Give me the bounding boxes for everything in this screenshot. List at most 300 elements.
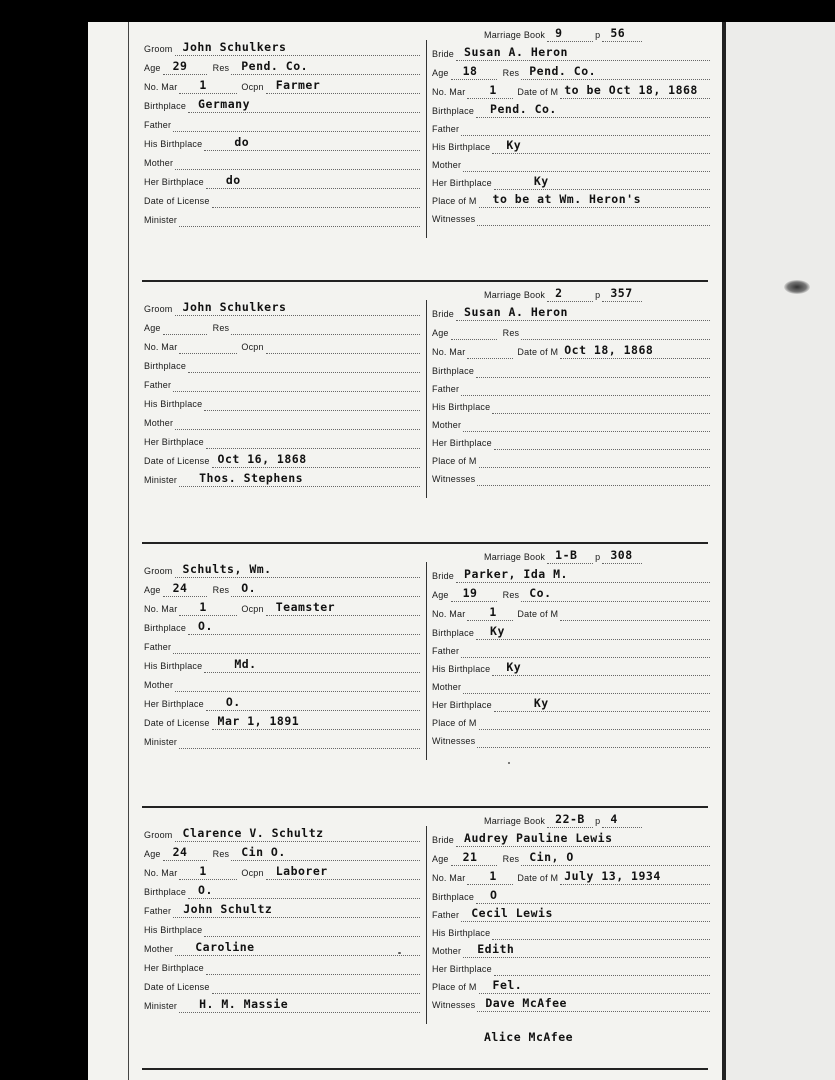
form-row xyxy=(432,904,710,922)
minister-line xyxy=(179,999,420,1013)
bride-age-value: 19 xyxy=(462,586,478,600)
his-birthplace-line xyxy=(204,137,420,151)
res-value: Pend. Co. xyxy=(241,59,309,73)
form-row xyxy=(432,450,710,468)
page-label: p xyxy=(595,30,601,40)
her-birthplace-label: Her Birthplace xyxy=(144,963,204,973)
ocpn-label: Ocpn xyxy=(241,82,264,92)
form-row xyxy=(432,303,710,321)
bride-no-mar-line xyxy=(467,345,513,359)
bride-father-value: Cecil Lewis xyxy=(471,906,553,920)
bride-age-line xyxy=(451,66,497,80)
date-of-marriage-value: July 13, 1934 xyxy=(564,869,661,883)
form-row xyxy=(144,655,420,673)
page-edge xyxy=(722,22,726,1080)
age-line xyxy=(163,321,207,335)
form-row xyxy=(144,579,420,597)
minister-value: Thos. Stephens xyxy=(199,471,304,485)
mother-line xyxy=(175,156,420,170)
witnesses-value: Dave McAfee xyxy=(485,996,567,1010)
bride-her-birthplace-label: Her Birthplace xyxy=(432,700,492,710)
age-value: 29 xyxy=(172,59,188,73)
scan-speck xyxy=(398,952,401,954)
ocpn-label: Ocpn xyxy=(241,868,264,878)
age-line xyxy=(163,847,207,861)
form-row xyxy=(144,469,420,487)
birthplace-label: Birthplace xyxy=(144,361,187,371)
form-row xyxy=(432,341,710,359)
bride-age-value: 21 xyxy=(462,850,478,864)
res-line xyxy=(231,321,420,335)
form-row xyxy=(144,298,420,316)
form-row xyxy=(432,976,710,994)
form-row xyxy=(432,940,710,958)
form-row xyxy=(144,995,420,1013)
form-row xyxy=(432,396,710,414)
bride-no-mar-label: No. Mar xyxy=(432,87,466,97)
no-mar-label: No. Mar xyxy=(144,604,178,614)
father-line xyxy=(173,904,420,918)
groom-label: Groom xyxy=(144,566,173,576)
form-row xyxy=(144,412,420,430)
form-row xyxy=(144,355,420,373)
bride-mother-label: Mother xyxy=(432,420,462,430)
form-row xyxy=(144,617,420,635)
form-row xyxy=(144,976,420,994)
card-divider xyxy=(142,806,708,808)
page-number-value: 4 xyxy=(610,812,618,826)
date-of-license-label: Date of License xyxy=(144,718,210,728)
bride-father-label: Father xyxy=(432,124,460,134)
father-label: Father xyxy=(144,906,172,916)
book-number-line xyxy=(547,550,593,564)
marriage-record-card xyxy=(88,548,722,798)
witnesses-label: Witnesses xyxy=(432,1000,476,1010)
bride-mother-value: Edith xyxy=(477,942,515,956)
ocpn-value: Teamster xyxy=(275,600,336,614)
bride-res-label: Res xyxy=(502,328,520,338)
form-row xyxy=(432,712,710,730)
bride-mother-label: Mother xyxy=(432,682,462,692)
birthplace-line xyxy=(188,99,420,113)
age-line xyxy=(163,61,207,75)
witnesses-line xyxy=(477,734,710,748)
form-row xyxy=(144,938,420,956)
bride-father-line xyxy=(461,644,710,658)
column-separator xyxy=(426,300,427,498)
his-birthplace-value: do xyxy=(234,135,250,149)
age-label: Age xyxy=(144,63,161,73)
res-label: Res xyxy=(212,849,230,859)
bride-no-mar-line xyxy=(467,85,513,99)
book-number-value: 9 xyxy=(555,26,563,40)
res-line xyxy=(231,61,420,75)
form-row xyxy=(144,171,420,189)
scan-speck xyxy=(508,762,510,764)
form-row xyxy=(432,81,710,99)
bride-no-mar-value: 1 xyxy=(489,869,497,883)
marriage-book-label: Marriage Book xyxy=(484,816,546,826)
no-mar-line xyxy=(179,602,237,616)
birthplace-line xyxy=(188,359,420,373)
form-row xyxy=(144,57,420,75)
bride-his-birthplace-label: His Birthplace xyxy=(432,142,491,152)
form-row xyxy=(144,431,420,449)
form-row xyxy=(432,208,710,226)
form-row xyxy=(144,393,420,411)
bride-res-value: Pend. Co. xyxy=(529,64,597,78)
bride-mother-label: Mother xyxy=(432,160,462,170)
birthplace-value: O. xyxy=(198,619,213,633)
birthplace-label: Birthplace xyxy=(144,101,187,111)
place-of-marriage-line xyxy=(479,194,710,208)
bride-father-line xyxy=(461,382,710,396)
form-row xyxy=(432,848,710,866)
bride-res-value: Co. xyxy=(529,586,552,600)
bride-father-line xyxy=(461,122,710,136)
no-mar-line xyxy=(179,866,237,880)
page-number-value: 357 xyxy=(610,286,633,300)
age-label: Age xyxy=(144,323,161,333)
form-row xyxy=(432,730,710,748)
witness-2-value: Alice McAfee xyxy=(484,1030,574,1044)
bride-birthplace-label: Birthplace xyxy=(432,106,475,116)
form-row xyxy=(144,374,420,392)
birthplace-line xyxy=(188,885,420,899)
father-label: Father xyxy=(144,120,172,130)
bride-label: Bride xyxy=(432,835,455,845)
minister-line xyxy=(179,213,420,227)
form-row xyxy=(432,886,710,904)
ocpn-label: Ocpn xyxy=(241,342,264,352)
marriage-book-label: Marriage Book xyxy=(484,552,546,562)
bride-value: Parker, Ida M. xyxy=(464,567,568,581)
bride-father-label: Father xyxy=(432,910,460,920)
bride-no-mar-value: 1 xyxy=(489,83,497,97)
ocpn-line xyxy=(266,80,420,94)
her-birthplace-line xyxy=(206,961,420,975)
form-row xyxy=(432,658,710,676)
form-row xyxy=(432,432,710,450)
form-row xyxy=(144,450,420,468)
no-mar-line xyxy=(179,80,237,94)
bride-birthplace-line xyxy=(476,890,710,904)
form-row xyxy=(432,172,710,190)
ocpn-label: Ocpn xyxy=(241,604,264,614)
bride-res-value: Cin, O xyxy=(529,850,574,864)
bride-age-line xyxy=(451,588,497,602)
form-row xyxy=(144,824,420,842)
form-row xyxy=(144,598,420,616)
form-row xyxy=(144,114,420,132)
her-birthplace-value: O. xyxy=(225,695,241,709)
bride-birthplace-value: O xyxy=(490,888,498,902)
card-divider xyxy=(142,280,708,282)
no-mar-value: 1 xyxy=(199,864,207,878)
marriage-record-card xyxy=(88,812,722,1062)
bride-his-birthplace-line xyxy=(492,926,710,940)
date-of-license-line xyxy=(212,980,420,994)
place-of-marriage-label: Place of M xyxy=(432,456,477,466)
form-row xyxy=(432,958,710,976)
date-of-license-line xyxy=(212,194,420,208)
date-of-license-line xyxy=(212,716,420,730)
groom-line xyxy=(175,302,420,316)
book-number-line xyxy=(547,28,593,42)
bride-his-birthplace-line xyxy=(492,400,710,414)
adjacent-page-strip xyxy=(722,22,835,1080)
bride-no-mar-line xyxy=(467,871,513,885)
groom-value: John Schulkers xyxy=(182,300,287,314)
bride-res-line xyxy=(521,66,710,80)
page-number-line xyxy=(602,28,642,42)
bride-birthplace-value: Pend. Co. xyxy=(490,102,557,116)
his-birthplace-label: His Birthplace xyxy=(144,661,203,671)
form-row xyxy=(432,100,710,118)
form-row xyxy=(432,603,710,621)
father-line xyxy=(173,640,420,654)
bride-res-line xyxy=(521,326,710,340)
microfilm-page xyxy=(88,22,722,1080)
form-row xyxy=(432,118,710,136)
bride-birthplace-label: Birthplace xyxy=(432,366,475,376)
place-of-marriage-line xyxy=(479,454,710,468)
book-number-value: 1-B xyxy=(555,548,578,562)
date-of-license-line xyxy=(212,454,420,468)
bride-age-label: Age xyxy=(432,590,449,600)
bride-age-line xyxy=(451,326,497,340)
marriage-record-card xyxy=(88,26,722,276)
bride-res-line xyxy=(521,852,710,866)
witnesses-label: Witnesses xyxy=(432,214,476,224)
age-label: Age xyxy=(144,849,161,859)
res-value: Cin O. xyxy=(241,845,286,859)
ocpn-value: Farmer xyxy=(275,78,321,92)
form-row xyxy=(144,190,420,208)
bride-her-birthplace-line xyxy=(494,962,710,976)
ocpn-value: Laborer xyxy=(275,864,328,878)
age-line xyxy=(163,583,207,597)
father-label: Father xyxy=(144,380,172,390)
her-birthplace-line xyxy=(206,175,420,189)
place-of-marriage-label: Place of M xyxy=(432,982,477,992)
book-number-line xyxy=(547,288,593,302)
her-birthplace-label: Her Birthplace xyxy=(144,437,204,447)
res-line xyxy=(231,583,420,597)
form-row xyxy=(144,693,420,711)
his-birthplace-label: His Birthplace xyxy=(144,139,203,149)
bride-father-label: Father xyxy=(432,384,460,394)
place-of-marriage-line xyxy=(479,716,710,730)
birthplace-value: Germany xyxy=(198,97,250,111)
bride-her-birthplace-line xyxy=(494,176,710,190)
minister-line xyxy=(179,735,420,749)
age-value: 24 xyxy=(172,581,188,595)
form-row xyxy=(432,584,710,602)
form-row xyxy=(144,133,420,151)
date-of-marriage-label: Date of M xyxy=(517,873,559,883)
bride-his-birthplace-line xyxy=(492,140,710,154)
bride-father-label: Father xyxy=(432,646,460,656)
witnesses-line xyxy=(477,998,710,1012)
bride-res-line xyxy=(521,588,710,602)
column-separator xyxy=(426,826,427,1024)
bride-her-birthplace-label: Her Birthplace xyxy=(432,438,492,448)
page-label: p xyxy=(595,290,601,300)
form-row xyxy=(432,640,710,658)
ocpn-line xyxy=(266,340,420,354)
bride-her-birthplace-value: Ky xyxy=(533,174,549,188)
page-number-line xyxy=(602,814,642,828)
minister-label: Minister xyxy=(144,1001,178,1011)
form-row xyxy=(144,636,420,654)
date-of-marriage-value: Oct 18, 1868 xyxy=(564,343,654,357)
bride-no-mar-line xyxy=(467,607,513,621)
date-of-marriage-label: Date of M xyxy=(517,347,559,357)
marriage-book-ref xyxy=(484,810,674,828)
minister-line xyxy=(179,473,420,487)
form-row xyxy=(144,95,420,113)
bride-his-birthplace-value: Ky xyxy=(506,138,522,152)
groom-value: Schults, Wm. xyxy=(182,562,272,576)
groom-label: Groom xyxy=(144,304,173,314)
bride-value: Susan A. Heron xyxy=(464,305,568,319)
no-mar-value: 1 xyxy=(199,600,207,614)
minister-value: H. M. Massie xyxy=(199,997,289,1011)
bride-her-birthplace-label: Her Birthplace xyxy=(432,178,492,188)
bride-res-label: Res xyxy=(502,590,520,600)
form-row xyxy=(432,922,710,940)
date-of-marriage-label: Date of M xyxy=(517,87,559,97)
father-line xyxy=(173,118,420,132)
res-label: Res xyxy=(212,585,230,595)
no-mar-label: No. Mar xyxy=(144,868,178,878)
res-value: O. xyxy=(241,581,257,595)
her-birthplace-label: Her Birthplace xyxy=(144,177,204,187)
bride-line xyxy=(456,569,710,583)
place-of-marriage-label: Place of M xyxy=(432,718,477,728)
no-mar-label: No. Mar xyxy=(144,82,178,92)
her-birthplace-label: Her Birthplace xyxy=(144,699,204,709)
scan-top-border xyxy=(0,0,835,22)
form-row xyxy=(432,154,710,172)
groom-value: John Schulkers xyxy=(182,40,287,54)
bride-line xyxy=(456,833,710,847)
his-birthplace-line xyxy=(204,923,420,937)
groom-line xyxy=(175,564,420,578)
date-of-marriage-line xyxy=(560,871,710,885)
form-row xyxy=(144,712,420,730)
marriage-book-ref xyxy=(484,284,674,302)
res-label: Res xyxy=(212,63,230,73)
ocpn-line xyxy=(266,866,420,880)
book-number-value: 22-B xyxy=(555,812,585,826)
marriage-book-label: Marriage Book xyxy=(484,290,546,300)
form-row xyxy=(432,829,710,847)
bride-his-birthplace-value: Ky xyxy=(506,660,522,674)
groom-label: Groom xyxy=(144,44,173,54)
mother-label: Mother xyxy=(144,158,174,168)
card-divider xyxy=(142,542,708,544)
his-birthplace-value: Md. xyxy=(234,657,257,671)
form-row xyxy=(144,881,420,899)
mother-label: Mother xyxy=(144,418,174,428)
bride-label: Bride xyxy=(432,309,455,319)
bride-label: Bride xyxy=(432,571,455,581)
form-row xyxy=(144,152,420,170)
form-row xyxy=(432,62,710,80)
page-number-line xyxy=(602,288,642,302)
form-row xyxy=(144,336,420,354)
his-birthplace-line xyxy=(204,659,420,673)
form-row xyxy=(144,560,420,578)
no-mar-value: 1 xyxy=(199,78,207,92)
book-number-value: 2 xyxy=(555,286,563,300)
form-row xyxy=(432,190,710,208)
bride-birthplace-label: Birthplace xyxy=(432,628,475,638)
minister-label: Minister xyxy=(144,475,178,485)
date-of-license-value: Mar 1, 1891 xyxy=(217,714,300,728)
bride-no-mar-label: No. Mar xyxy=(432,347,466,357)
column-separator xyxy=(426,40,427,238)
form-row xyxy=(144,843,420,861)
page-label: p xyxy=(595,552,601,562)
bride-mother-label: Mother xyxy=(432,946,462,956)
her-birthplace-value: do xyxy=(225,173,241,187)
form-row xyxy=(144,900,420,918)
birthplace-label: Birthplace xyxy=(144,623,187,633)
column-separator xyxy=(426,562,427,760)
no-mar-label: No. Mar xyxy=(144,342,178,352)
bride-age-label: Age xyxy=(432,854,449,864)
mother-line xyxy=(175,942,420,956)
form-row xyxy=(144,209,420,227)
mother-line xyxy=(175,416,420,430)
form-row xyxy=(432,43,710,61)
birthplace-line xyxy=(188,621,420,635)
page-number-line xyxy=(602,550,642,564)
form-row xyxy=(432,414,710,432)
bride-his-birthplace-line xyxy=(492,662,710,676)
marriage-book-label: Marriage Book xyxy=(484,30,546,40)
form-row xyxy=(432,378,710,396)
groom-label: Groom xyxy=(144,830,173,840)
bride-age-value: 18 xyxy=(462,64,478,78)
card-divider xyxy=(142,1068,708,1070)
father-value: John Schultz xyxy=(183,902,273,916)
bride-res-label: Res xyxy=(502,854,520,864)
bride-his-birthplace-label: His Birthplace xyxy=(432,928,491,938)
bride-value: Audrey Pauline Lewis xyxy=(464,831,613,845)
page-label: p xyxy=(595,816,601,826)
bride-no-mar-label: No. Mar xyxy=(432,873,466,883)
form-row xyxy=(432,622,710,640)
form-row xyxy=(432,565,710,583)
bride-her-birthplace-label: Her Birthplace xyxy=(432,964,492,974)
her-birthplace-line xyxy=(206,697,420,711)
bride-line xyxy=(456,47,710,61)
form-row xyxy=(432,694,710,712)
bride-mother-line xyxy=(463,418,710,432)
his-birthplace-label: His Birthplace xyxy=(144,925,203,935)
witnesses-label: Witnesses xyxy=(432,474,476,484)
place-of-marriage-value: Fel. xyxy=(492,978,523,992)
father-label: Father xyxy=(144,642,172,652)
form-row xyxy=(144,919,420,937)
mother-label: Mother xyxy=(144,680,174,690)
ink-smudge xyxy=(784,280,810,294)
mother-value: Caroline xyxy=(195,940,255,954)
